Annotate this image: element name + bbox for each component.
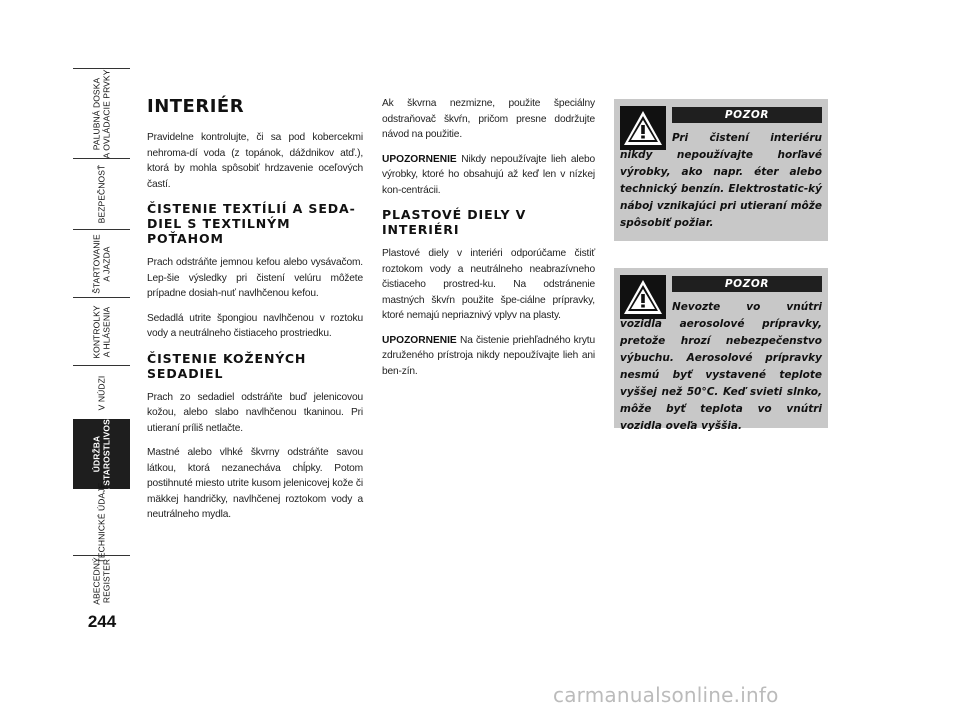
tab-label: KONTROLKY bbox=[91, 304, 101, 359]
column-middle bbox=[382, 96, 595, 388]
leather-paragraph-1: Prach zo sedadiel odstráňte buď jelenicovou kožou, alebo slabo navlhčenou tkaninou. Pri utieraní príliš netlačte. bbox=[147, 391, 363, 434]
tab-label: ÚDRŽBA bbox=[91, 435, 101, 473]
caution-text: Nikdy nepoužívajte lieh alebo výrobky, ktoré ho obsahujú až keď len v nízkej kon-centrácii. bbox=[382, 153, 595, 196]
tab-starting-driving[interactable] bbox=[73, 230, 130, 297]
caution-keyword: UPOZORNENIE bbox=[382, 334, 457, 346]
tab-emergency[interactable] bbox=[73, 366, 130, 419]
plastic-paragraph: Plastové diely v interiéri odporúčame čistiť roztokom vody a neutrálneho neabrazívneho čistiaceho prostred-ku. Na odstránenie mastných škvŕn použite špe-ciálne prípravky, ktoré nemajú nepriaznivý vplyv na plasty. bbox=[382, 248, 595, 321]
warning-text: Pri čistení interiéru nikdy nepoužívajte horľavé výrobky, ako napr. éter alebo technický benzín. Elektrostatic-ký náboj vznikajúci pri utieraní môže spôsobiť požiar. bbox=[620, 132, 822, 229]
textile-paragraph-2: Sedadlá utrite špongiou navlhčenou v roztoku vody a neutrálneho čistiaceho prostriedku. bbox=[147, 312, 363, 339]
heading-leather-cleaning: ČISTENIE KOŽENÝCH SEDADIEL bbox=[147, 350, 307, 381]
stain-paragraph: Ak škvrna nezmizne, použite špeciálny odstraňovač škvŕn, pričom presne dodržujte návod na použitie. bbox=[382, 98, 595, 140]
tab-label: ŠTARTOVANIE bbox=[91, 233, 101, 294]
leather-paragraph-2: Mastné alebo vlhké škvrny odstráňte savou látkou, ktorá nezanecháva chĺpky. Potom postihnuté miesto utrite kusom jelenicovej kože či mäkkej handričky, navlhčenej roztokom vody a neutrálneho mydla. bbox=[147, 447, 363, 520]
tab-label: BEZPEČNOSŤ bbox=[95, 164, 106, 224]
warning-box bbox=[614, 268, 828, 432]
heading-plastic-parts: PLASTOVÉ DIELY V INTERIÉRI bbox=[382, 207, 527, 237]
page-title: INTERIÉR bbox=[147, 96, 245, 117]
tab-label: ABECEDNÝ bbox=[91, 557, 101, 605]
textile-paragraph-1: Prach odstráňte jemnou kefou alebo vysávačom. Lep-šie výsledky pri čistení velúru môžete prípadne dosiah-nuť navlhčenou kefou. bbox=[147, 257, 363, 299]
tab-label: PALUBNÁ DOSKA bbox=[91, 77, 101, 150]
tab-label: REGISTER bbox=[100, 558, 111, 604]
tab-maintenance-active[interactable] bbox=[73, 413, 130, 495]
column-left bbox=[147, 96, 363, 532]
warning-text: Nevozte vo vnútri vozidla aerosolové prípravky, pretože hrozí nebezpečenstvo výbuchu. Aerosolové prípravky nesmú byť vystavené teplote vyššej než 50°C. Keď svieti slnko, môže byť teplota vo vnútri vozidla oveľa vyššia. bbox=[620, 301, 822, 432]
tab-safety[interactable] bbox=[73, 159, 130, 229]
tab-label: TECHNICKÉ ÚDAJE bbox=[95, 482, 106, 563]
tab-index[interactable] bbox=[73, 556, 130, 606]
caution-paragraph-1 bbox=[382, 152, 595, 199]
warning-label: POZOR bbox=[672, 107, 822, 123]
warning-box bbox=[614, 99, 828, 241]
tab-label: A JAZDA bbox=[100, 245, 111, 282]
warning-label: POZOR bbox=[672, 276, 822, 292]
watermark: carmanualsonline.info bbox=[553, 683, 779, 707]
page-number: 244 bbox=[87, 612, 117, 631]
tab-label: A HLÁSENIA bbox=[100, 306, 111, 357]
tab-dashboard[interactable] bbox=[73, 69, 130, 158]
intro-paragraph: Pravidelne kontrolujte, či sa pod kobercekmi nehroma-dí voda (z topánok, dáždnikov atď.), ktorá by mohla spôsobiť hrdzavenie oceľových častí. bbox=[147, 132, 363, 190]
caution-keyword: UPOZORNENIE bbox=[382, 153, 457, 165]
tab-label: A OVLÁDACIE PRVKY bbox=[100, 69, 111, 158]
heading-textile-cleaning: ČISTENIE TEXTÍLIÍ A SEDA-DIEL S TEXTILNÝM POŤAHOM bbox=[147, 201, 356, 246]
tab-warning-lights[interactable] bbox=[73, 298, 130, 365]
caution-paragraph-2 bbox=[382, 333, 595, 380]
section-sidebar bbox=[0, 0, 135, 715]
tab-technical-data[interactable] bbox=[73, 482, 130, 563]
tab-label: V NÚDZI bbox=[95, 375, 106, 410]
caution-text: Na čistenie priehľadného krytu združeného prístroja nikdy nepoužívajte lieh ani ben-zín. bbox=[382, 334, 595, 377]
tab-label: A STAROSTLIVOSŤ bbox=[100, 413, 111, 495]
